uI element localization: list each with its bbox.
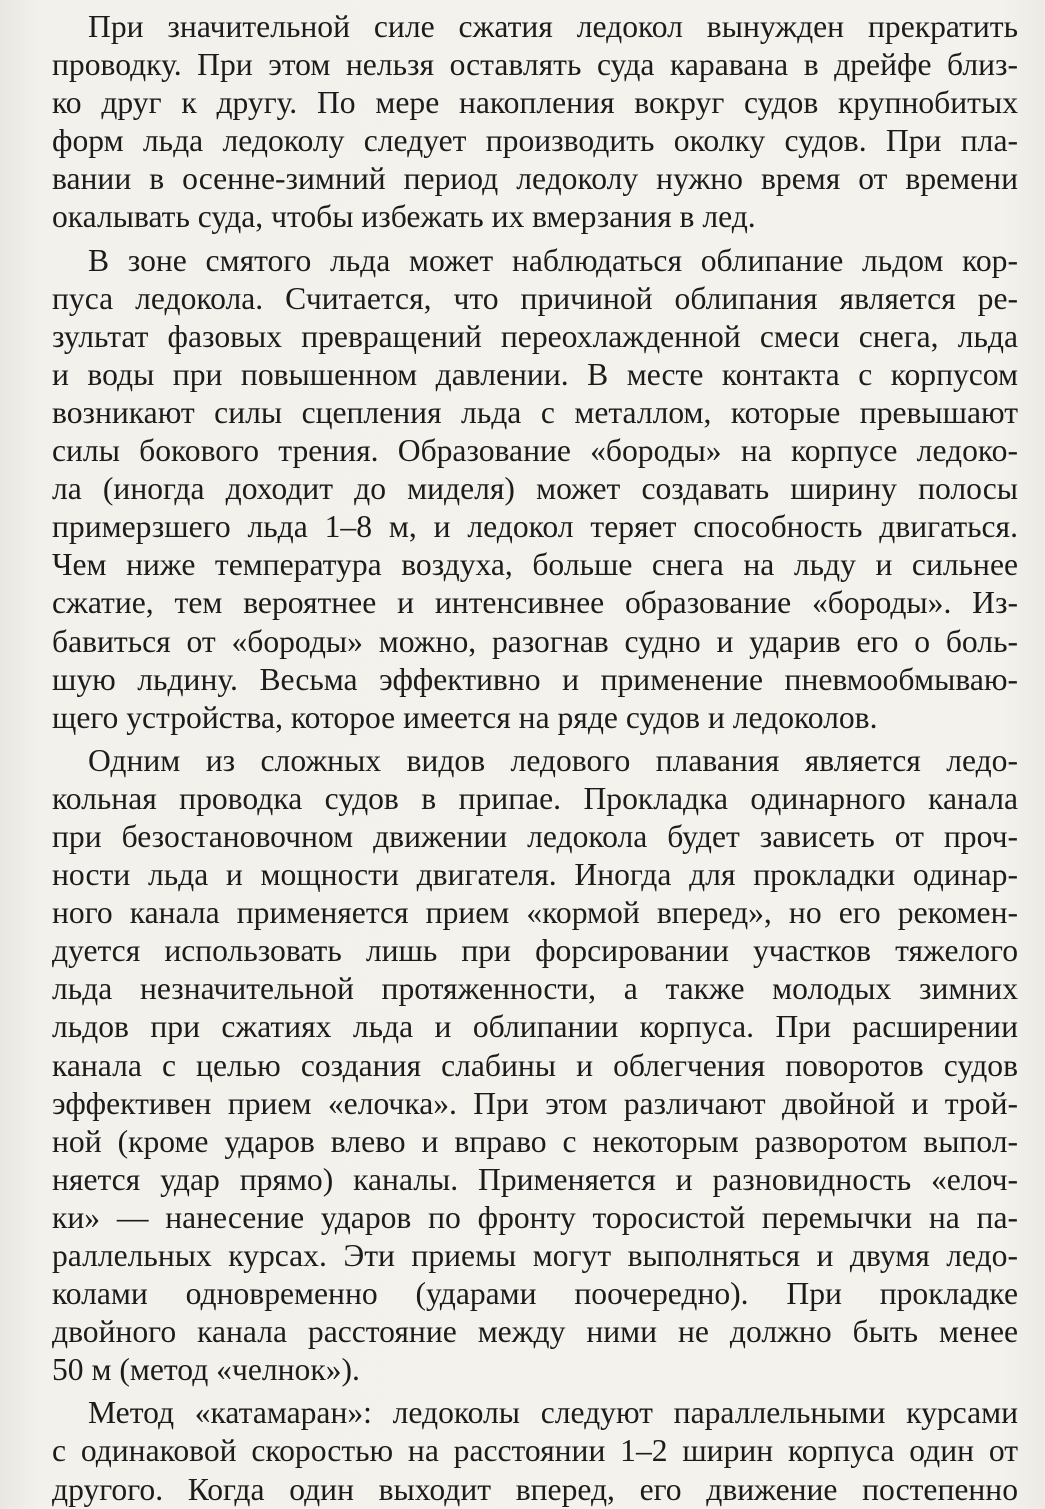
text-line: другого. Когда один выходит вперед, его движение постепенно (52, 1471, 1018, 1507)
text-line: силы бокового трения. Образование «бороды» на корпусе ледоко- (52, 433, 1018, 469)
text-line: пуса ледокола. Считается, что причиной облипания является ре- (52, 280, 1018, 316)
text-line: зультат фазовых превращений переохлажденной смеси снега, льда (52, 318, 1018, 354)
text-line: колами одновременно (ударами поочередно). При прокладке (52, 1276, 1018, 1312)
text-line: ного канала применяется прием «кормой вперед», но его рекомен- (52, 895, 1018, 931)
text-line: сжатие, тем вероятнее и интенсивнее образование «бороды». Из- (52, 585, 1018, 621)
text-line: при безостановочном движении ледокола будет зависеть от проч- (52, 818, 1018, 854)
text-line: канала с целью создания слабины и облегчения поворотов судов (52, 1047, 1018, 1083)
text-line: форм льда ледоколу следует производить околку судов. При пла- (52, 123, 1018, 159)
text-line: В зоне смятого льда может наблюдаться облипание льдом кор- (88, 242, 1018, 278)
text-line: Одним из сложных видов ледового плавания является ледо- (88, 742, 1018, 778)
text-line: шую льдину. Весьма эффективно и применение пневмообмываю- (52, 661, 1018, 697)
paragraph-4 (52, 1394, 1018, 1508)
text-line: ла (иногда доходит до миделя) может создавать ширину полосы (52, 471, 1018, 507)
text-line: Чем ниже температура воздуха, больше снега на льду и сильнее (52, 547, 1018, 583)
text-line: ки» — нанесение ударов по фронту торосистой перемычки на па- (52, 1199, 1018, 1235)
text-line: возникают силы сцепления льда с металлом, которые превышают (52, 394, 1018, 430)
text-line: щего устройства, которое имеется на ряде судов и ледоколов. (52, 699, 878, 735)
text-line: Метод «катамаран»: ледоколы следуют параллельными курсами (88, 1395, 1018, 1431)
text-line: двойного канала расстояние между ними не должно быть менее (52, 1314, 1018, 1350)
text-line: ности льда и мощности двигателя. Иногда для прокладки одинар- (52, 857, 1018, 893)
text-line: льда незначительной протяженности, а также молодых зимних (52, 971, 1018, 1007)
text-line: примерзшего льда 1–8 м, и ледокол теряет способность двигаться. (52, 509, 1018, 545)
document-page (52, 8, 1018, 1507)
text-line: льдов при сжатиях льда и облипании корпуса. При расширении (52, 1009, 1018, 1045)
text-line: вании в осенне-зимний период ледоколу нужно время от времени (52, 161, 1018, 197)
text-line: проводку. При этом нельзя оставлять суда каравана в дрейфе близ- (52, 47, 1018, 83)
text-line: эффективен прием «елочка». При этом различают двойной и трой- (52, 1085, 1018, 1121)
text-line: ной (кроме ударов влево и вправо с некоторым разворотом выпол- (52, 1123, 1018, 1159)
text-line: с одинаковой скоростью на расстоянии 1–2 ширин корпуса один от (52, 1433, 1018, 1469)
text-line: ко друг к другу. По мере накопления вокруг судов крупнобитых (52, 85, 1018, 121)
text-line: кольная проводка судов в припае. Прокладка одинарного канала (52, 780, 1018, 816)
text-line: раллельных курсах. Эти приемы могут выполняться и двумя ледо- (52, 1238, 1018, 1273)
paragraph-1 (52, 8, 1018, 237)
text-line: При значительной силе сжатия ледокол вынужден прекратить (88, 9, 1018, 44)
text-line: и воды при повышенном давлении. В месте контакта с корпусом (52, 356, 1018, 392)
text-line: бавиться от «бороды» можно, разогнав судно и ударив его о боль- (52, 623, 1018, 659)
text-line: окалывать суда, чтобы избежать их вмерзания в лед. (52, 199, 756, 235)
text-line: 50 м (метод «челнок»). (52, 1352, 360, 1388)
text-line: дуется использовать лишь при форсировании участков тяжелого (52, 933, 1018, 969)
paragraph-3 (52, 742, 1018, 1390)
text-line: няется удар прямо) каналы. Применяется и разновидность «елоч- (52, 1161, 1018, 1197)
paragraph-2 (52, 242, 1018, 737)
